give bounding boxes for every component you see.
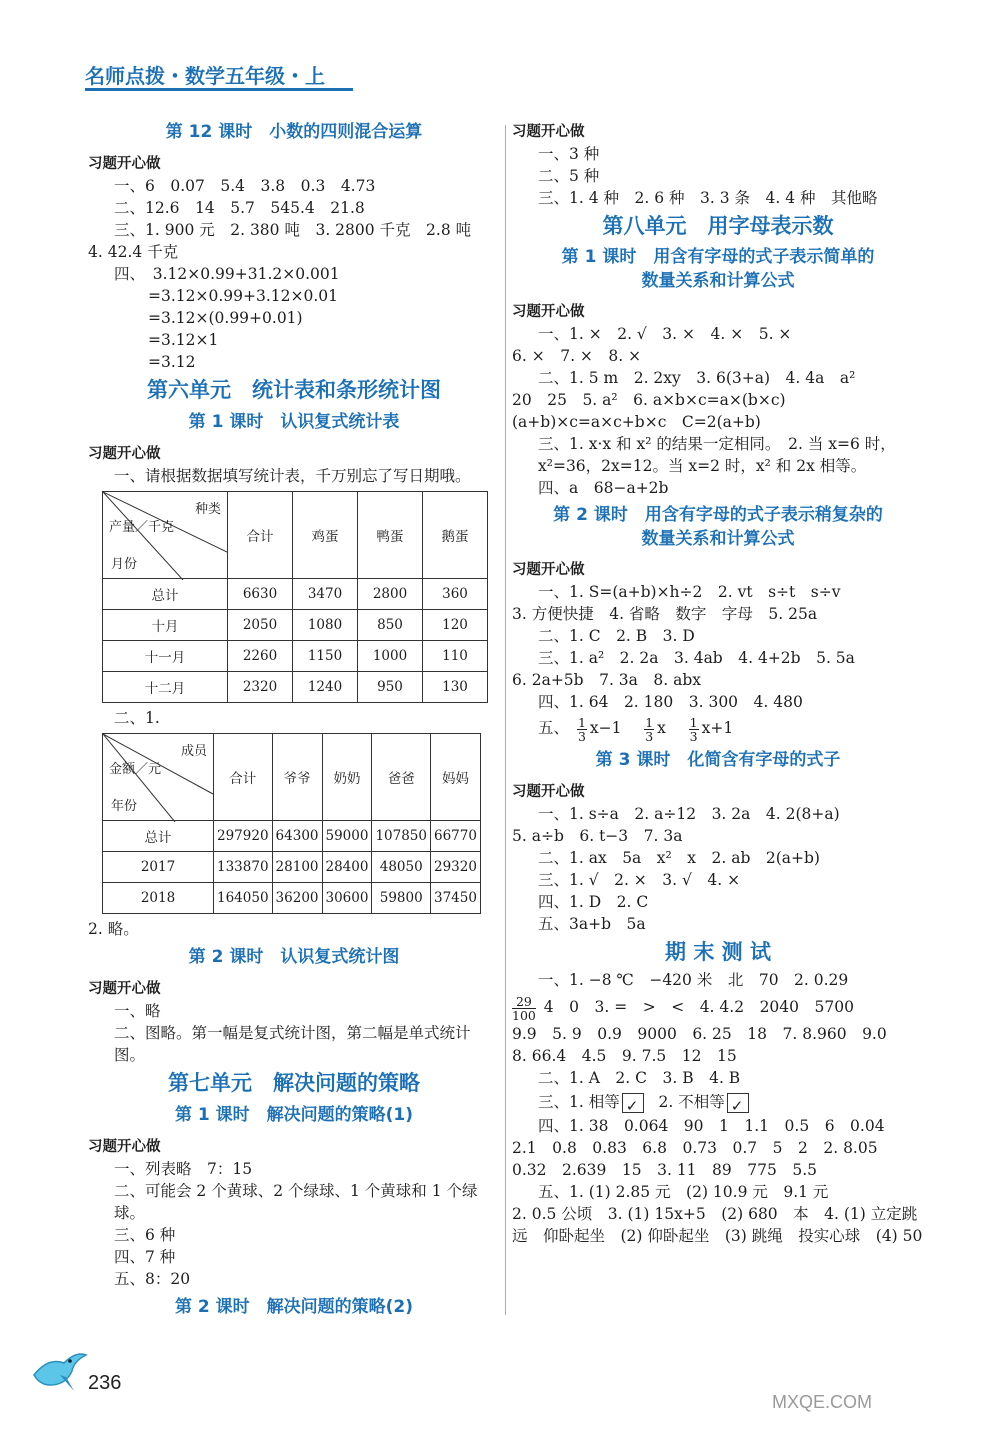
table-diagonal-header: [103, 492, 228, 579]
table-cell: 133870: [214, 852, 273, 883]
answer-line: 一、1. −8 ℃ −420 米 北 70 2. 0.29: [538, 971, 849, 989]
answer-line: 四、1. 64 2. 180 3. 300 4. 480: [538, 693, 803, 711]
answer-line: 二、1. ax 5a x² x 2. ab 2(a+b): [538, 849, 820, 867]
answer-line: 三、1. √ 2. × 3. √ 4. ×: [538, 871, 741, 889]
table-cell: 1240: [293, 672, 358, 703]
column-header: 鸡蛋: [293, 492, 358, 579]
fraction: $\frac{1}{3}$: [577, 714, 586, 744]
unit-6-lesson-1-title: 第 1 课时 认识复式统计表: [188, 412, 400, 432]
answer-label: 五、: [538, 719, 570, 737]
table-cell: 28100: [272, 852, 322, 883]
table-cell: 2050: [228, 610, 293, 641]
header-underline: [85, 88, 353, 91]
table-row: [103, 883, 481, 914]
answer-line: 5. a÷b 6. t−3 7. 3a: [512, 827, 683, 845]
answer-line: 一、请根据数据填写统计表，千万别忘了写日期哦。: [114, 467, 471, 485]
checkbox-checked-icon: [727, 1093, 749, 1113]
fraction: $\frac{1}{3}$: [689, 714, 698, 744]
table-cell: 十月: [103, 610, 228, 641]
answer-line: 20 25 5. a² 6. a×b×c=a×(b×c): [512, 391, 786, 409]
answer-line: 6. 2a+5b 7. 3a 8. abx: [512, 671, 702, 689]
fraction: $\frac{1}{3}$: [645, 714, 654, 744]
diagonal-label-bottom: 年份: [111, 799, 138, 814]
table-cell: 2017: [103, 852, 214, 883]
table-row: [103, 672, 488, 703]
answer-line: 四、 3.12×0.99+31.2×0.001: [114, 265, 340, 283]
final-test-title: 期 末 测 试: [665, 940, 771, 964]
exercise-heading: 习题开心做: [512, 124, 585, 140]
table-cell: 130: [423, 672, 488, 703]
table-row: [103, 610, 488, 641]
answer-line: =3.12×(0.99+0.01): [148, 309, 303, 327]
unit-7-title: 第七单元 解决问题的策略: [168, 1071, 420, 1095]
answer-line: 二、5 种: [538, 167, 600, 185]
answer-line: 二、1. 5 m 2. 2xy 3. 6(3+a) 4. 4a a²: [538, 369, 856, 387]
diagonal-label-mid: 产量／千克: [109, 520, 175, 535]
table-row: [103, 852, 481, 883]
exercise-heading: 习题开心做: [512, 304, 585, 320]
answer-line: 五、1. (1) 2.85 元 (2) 10.9 元 9.1 元: [538, 1183, 829, 1201]
table-cell: 2800: [358, 579, 423, 610]
table-cell: 1150: [293, 641, 358, 672]
column-header: 合计: [228, 492, 293, 579]
unit-8-lesson-2-title-cont: 数量关系和计算公式: [641, 529, 795, 549]
exercise-heading: 习题开心做: [512, 784, 585, 800]
table-cell: 120: [423, 610, 488, 641]
column-header: 爸爸: [372, 734, 431, 821]
answer-line: 2. 0.5 公顷 3. (1) 15x+5 (2) 680 本 4. (1) 立定跳远 仰卧起坐 (2) 仰卧起坐 (3) 跳绳 投实心球 (4) 50: [512, 1205, 923, 1245]
table-cell: 总计: [103, 821, 214, 852]
table-cell: 64300: [272, 821, 322, 852]
answer-line: 8. 66.4 4.5 9. 7.5 12 15: [512, 1047, 737, 1065]
table-row: [103, 821, 481, 852]
answer-line: 3. 方便快捷 4. 省略 数字 字母 5. 25a: [512, 605, 818, 623]
table-cell: 十一月: [103, 641, 228, 672]
answer-line: 四、7 种: [114, 1248, 176, 1266]
answer-line: (a+b)×c=a×c+b×c C=2(a+b): [512, 413, 761, 431]
table-cell: 28400: [322, 852, 372, 883]
answer-line: 二、可能会 2 个黄球、2 个绿球、1 个黄球和 1 个绿球。: [114, 1182, 478, 1222]
unit-8-lesson-2-title: 第 2 课时 用含有字母的式子表示稍复杂的: [553, 505, 883, 525]
answer-line: =3.12: [148, 353, 196, 371]
unit-8-lesson-1-title: 第 1 课时 用含有字母的式子表示简单的: [561, 247, 875, 267]
answer-line: 三、1. 4 种 2. 6 种 3. 3 条 4. 4 种 其他略: [538, 189, 878, 207]
answer-line: 4. 42.4 千克: [88, 243, 179, 261]
page-number: 236: [88, 1372, 122, 1394]
table-row: [103, 641, 488, 672]
answer-line: 五、3a+b 5a: [538, 915, 646, 933]
table-cell: 850: [358, 610, 423, 641]
column-header: 鸭蛋: [358, 492, 423, 579]
table-cell: 2260: [228, 641, 293, 672]
table-cell: 59000: [322, 821, 372, 852]
answer-line-checkboxes: 三、1. 相等✓ 2. 不相等✓: [512, 1089, 924, 1115]
unit-6-title: 第六单元 统计表和条形统计图: [147, 378, 441, 402]
table-cell: 66770: [431, 821, 481, 852]
egg-production-table: [102, 491, 488, 703]
left-column: [88, 115, 500, 1324]
table-cell: 2320: [228, 672, 293, 703]
answer-line: 0.32 2.639 15 3. 11 89 775 5.5: [512, 1161, 818, 1179]
exercise-heading: 习题开心做: [88, 1139, 161, 1155]
table-cell: 107850: [372, 821, 431, 852]
diagonal-label-bottom: 月份: [111, 557, 138, 572]
diagonal-label-top: 成员: [180, 744, 207, 759]
column-header: 奶奶: [322, 734, 372, 821]
fraction: $\frac{29}{100}$: [512, 993, 536, 1023]
answer-line: =3.12×1: [148, 331, 219, 349]
bird-logo-icon: [30, 1345, 88, 1395]
answer-line: 二、图略。第一幅是复式统计图，第二幅是单式统计图。: [114, 1024, 471, 1064]
answer-line: 二、12.6 14 5.7 545.4 21.8: [114, 199, 365, 217]
answer-line: 2. 略。: [88, 920, 139, 938]
column-divider: [505, 125, 506, 1315]
answer-line: 三、6 种: [114, 1226, 176, 1244]
table-cell: 十二月: [103, 672, 228, 703]
table-cell: 总计: [103, 579, 228, 610]
column-header: 妈妈: [431, 734, 481, 821]
table-cell: 36200: [272, 883, 322, 914]
answer-line: 四、1. 38 0.064 90 1 1.1 0.5 6 0.04: [538, 1117, 885, 1135]
answer-line: 四、1. D 2. C: [538, 893, 649, 911]
table-cell: 2018: [103, 883, 214, 914]
table-cell: 29320: [431, 852, 481, 883]
unit-7-lesson-2-title: 第 2 课时 解决问题的策略(2): [174, 1297, 414, 1317]
answer-line: 三、1. a² 2. 2a 3. 4ab 4. 4+2b 5. 5a: [538, 649, 855, 667]
answer-line: 一、1. S=(a+b)×h÷2 2. vt s÷t s÷v: [538, 583, 841, 601]
table-cell: 48050: [372, 852, 431, 883]
answer-line: 四、a 68−a+2b: [538, 479, 669, 497]
answer-line: 二、1. A 2. C 3. B 4. B: [538, 1069, 741, 1087]
diagonal-label-top: 种类: [194, 502, 221, 517]
table-row: [103, 579, 488, 610]
answer-line: 五、8：20: [114, 1270, 191, 1288]
answer-line: 6. × 7. × 8. ×: [512, 347, 642, 365]
unit-6-lesson-2-title: 第 2 课时 认识复式统计图: [188, 947, 400, 967]
answer-line: 一、列表略 7：15: [114, 1160, 253, 1178]
table-cell: 360: [423, 579, 488, 610]
lesson-12-title: 第 12 课时 小数的四则混合运算: [165, 122, 423, 142]
answer-line: 二、1.: [114, 709, 160, 727]
table-cell: 164050: [214, 883, 273, 914]
answer-line: 一、1. s÷a 2. a÷12 3. 2a 4. 2(8+a): [538, 805, 840, 823]
diagonal-label-mid: 金额／元: [109, 762, 162, 777]
unit-8-title: 第八单元 用字母表示数: [602, 214, 834, 238]
answer-line: 2.1 0.8 0.83 6.8 0.73 0.7 5 2 2. 8.05: [512, 1139, 878, 1157]
table-cell: 30600: [322, 883, 372, 914]
answer-line: 二、1. C 2. B 3. D: [538, 627, 695, 645]
answer-line: =3.12×0.99+3.12×0.01: [148, 287, 338, 305]
exercise-heading: 习题开心做: [88, 446, 161, 462]
table-cell: 1000: [358, 641, 423, 672]
answer-line: 三、1. 900 元 2. 380 吨 3. 2800 千克 2.8 吨: [114, 221, 472, 239]
table-cell: 1080: [293, 610, 358, 641]
answer-line-fractions: 五、 $\frac{1}{3}$ x−1 $\frac{1}{3}$ x $\frac{1}{3}$ x+1: [538, 714, 734, 744]
answer-line: 一、1. × 2. √ 3. × 4. × 5. ×: [538, 325, 792, 343]
unit-7-lesson-1-title: 第 1 课时 解决问题的策略(1): [174, 1105, 414, 1125]
answer-line: 一、略: [114, 1002, 161, 1020]
column-header: 鹅蛋: [423, 492, 488, 579]
table-cell: 110: [423, 641, 488, 672]
table-diagonal-header: [103, 734, 214, 821]
column-header: 爷爷: [272, 734, 322, 821]
table-cell: 950: [358, 672, 423, 703]
right-column: [512, 115, 924, 1247]
exercise-heading: 习题开心做: [512, 562, 585, 578]
table-cell: 59800: [372, 883, 431, 914]
answer-line-fraction: $\frac{29}{100}$ 4 0 3. = > < 4. 4.2 2040 5700: [512, 993, 854, 1023]
exercise-heading: 习题开心做: [88, 156, 161, 172]
table-cell: 3470: [293, 579, 358, 610]
checkbox-checked-icon: [622, 1093, 644, 1113]
unit-8-lesson-1-title-cont: 数量关系和计算公式: [641, 271, 795, 291]
book-header-title: 名师点拨・数学五年级・上: [85, 64, 325, 88]
table-cell: 37450: [431, 883, 481, 914]
answer-line: 9.9 5. 9 0.9 9000 6. 25 18 7. 8.960 9.0: [512, 1025, 887, 1043]
exercise-heading: 习题开心做: [88, 981, 161, 997]
answer-line: 三、1. x·x 和 x² 的结果一定相同。 2. 当 x=6 时，x²=36，2x=12。当 x=2 时，x² 和 2x 相等。: [538, 435, 896, 475]
family-spending-table: [102, 733, 481, 914]
table-cell: 297920: [214, 821, 273, 852]
unit-8-lesson-3-title: 第 3 课时 化简含有字母的式子: [595, 750, 841, 770]
table-cell: 6630: [228, 579, 293, 610]
watermark-text: MXQE.COM: [772, 1392, 873, 1412]
answer-line: 一、3 种: [538, 145, 600, 163]
answer-line: 一、6 0.07 5.4 3.8 0.3 4.73: [114, 177, 376, 195]
column-header: 合计: [214, 734, 273, 821]
